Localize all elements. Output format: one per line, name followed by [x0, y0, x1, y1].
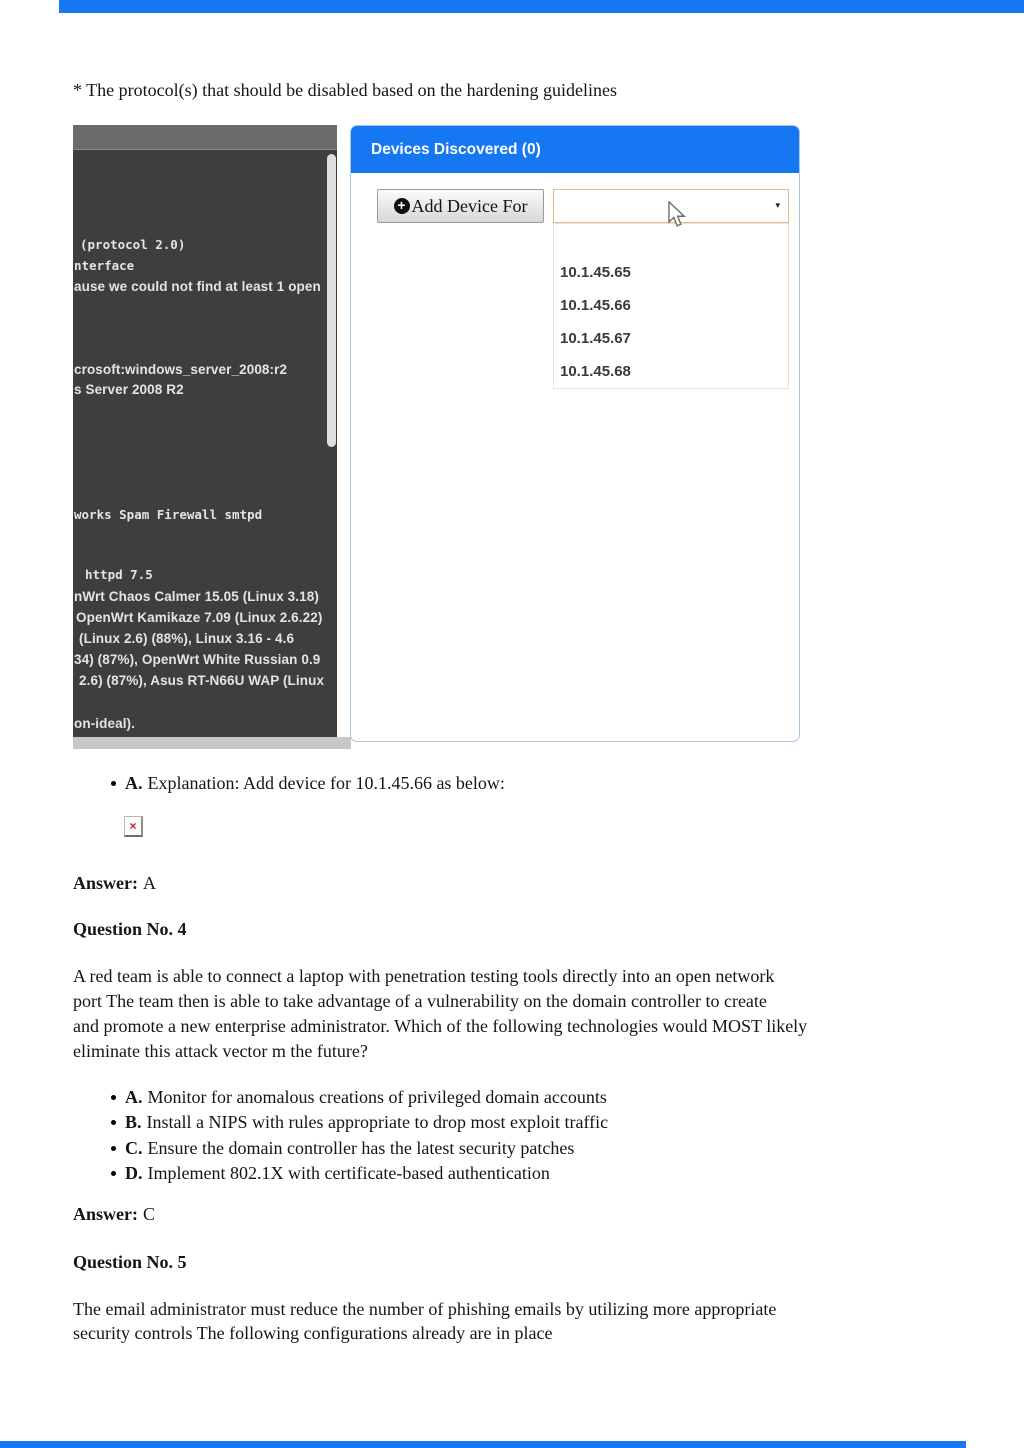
ip-option[interactable]: 10.1.45.65: [560, 264, 631, 281]
terminal-line: nterface: [74, 258, 135, 273]
terminal-scrollbar[interactable]: [327, 154, 336, 447]
bullet-dot: [111, 1095, 116, 1100]
option-letter: D.: [125, 1163, 143, 1183]
question5-body-line: security controls The following configurations already are in place: [73, 1323, 553, 1343]
question4-body: [73, 964, 973, 1064]
ip-dropdown-list: [553, 223, 789, 389]
terminal-line: works Spam Firewall smtpd: [74, 507, 263, 522]
question4-title: Question No. 4: [73, 919, 187, 939]
explanation-bullet: [111, 771, 505, 796]
bullet-dot: [111, 1171, 116, 1176]
terminal-line: OpenWrt Kamikaze 7.09 (Linux 2.6.22): [76, 610, 323, 625]
terminal-line: (Linux 2.6) (88%), Linux 3.16 - 4.6: [79, 631, 295, 646]
terminal-line: crosoft:windows_server_2008:r2: [74, 362, 288, 377]
embedded-screenshot: [73, 125, 815, 747]
answer-value: C: [143, 1204, 156, 1224]
terminal-line: (protocol 2.0): [80, 237, 186, 252]
answer-label: Answer:: [73, 1204, 138, 1224]
devices-panel: [350, 125, 800, 742]
red-x-glyph: ×: [129, 819, 137, 833]
terminal-line: on-ideal).: [74, 716, 135, 731]
terminal-line: s Server 2008 R2: [74, 382, 184, 397]
answer-line-q4: [73, 1202, 155, 1227]
question4-body-line: eliminate this attack vector m the future?: [73, 1041, 368, 1061]
bullet-dot: [111, 781, 116, 786]
option-letter: A.: [125, 773, 143, 793]
option-letter: C.: [125, 1138, 143, 1158]
bullet-dot: [111, 1146, 116, 1151]
add-device-button[interactable]: [377, 189, 544, 223]
terminal-line: 2.6) (87%), Asus RT-N66U WAP (Linux: [79, 673, 325, 688]
ip-option[interactable]: 10.1.45.66: [560, 297, 631, 314]
answer-label: Answer:: [73, 873, 138, 893]
terminal-line: 34) (87%), OpenWrt White Russian 0.9: [74, 652, 321, 667]
explanation-text: Explanation: Add device for 10.1.45.66 as below:: [147, 773, 505, 793]
add-device-button-label: Add Device For: [411, 195, 528, 216]
question5-body: [73, 1297, 973, 1345]
bullet-dot: [111, 1120, 116, 1125]
plus-circle-icon: +: [394, 198, 410, 214]
answer-line-q3: [73, 871, 156, 896]
question4-body-line: and promote a new enterprise administrator. Which of the following technologies would MOST likely: [73, 1016, 808, 1036]
screenshot-bottom-edge: [73, 737, 351, 749]
question4-option-a: [111, 1085, 607, 1110]
option-text: Ensure the domain controller has the latest security patches: [147, 1138, 575, 1158]
question4-body-line: port The team then is able to take advantage of a vulnerability on the domain controller to create: [73, 991, 767, 1011]
page-heading: * The protocol(s) that should be disabled based on the hardening guidelines: [73, 80, 618, 100]
question4-body-line: A red team is able to connect a laptop with penetration testing tools directly into an open network: [73, 966, 775, 986]
bottom-blue-bar: [0, 1441, 966, 1448]
question4-option-d: [111, 1161, 550, 1186]
terminal-panel: [73, 125, 337, 737]
option-letter: A.: [125, 1087, 143, 1107]
ip-option[interactable]: 10.1.45.68: [560, 363, 631, 380]
mouse-cursor-icon: [667, 201, 686, 233]
option-text: Implement 802.1X with certificate-based authentication: [147, 1163, 550, 1183]
question4-option-c: [111, 1136, 574, 1161]
question5-body-line: The email administrator must reduce the number of phishing emails by utilizing more appropriate: [73, 1299, 777, 1319]
option-letter: B.: [125, 1112, 142, 1132]
ip-option[interactable]: 10.1.45.67: [560, 330, 631, 347]
option-text: Install a NIPS with rules appropriate to drop most exploit traffic: [146, 1112, 609, 1132]
terminal-line: httpd 7.5: [85, 567, 153, 582]
terminal-line: nWrt Chaos Calmer 15.05 (Linux 3.18): [74, 589, 319, 604]
devices-panel-header: Devices Discovered (0): [351, 126, 799, 173]
caret-down-icon: ▾: [775, 200, 780, 210]
question5-title: Question No. 5: [73, 1252, 187, 1272]
broken-image-icon: [124, 816, 143, 837]
answer-value: A: [143, 873, 156, 893]
terminal-line: ause we could not find at least 1 open: [74, 279, 321, 294]
top-blue-bar: [59, 0, 1024, 13]
option-text: Monitor for anomalous creations of privileged domain accounts: [147, 1087, 607, 1107]
question4-option-b: [111, 1110, 608, 1135]
terminal-titlebar: [73, 125, 337, 150]
